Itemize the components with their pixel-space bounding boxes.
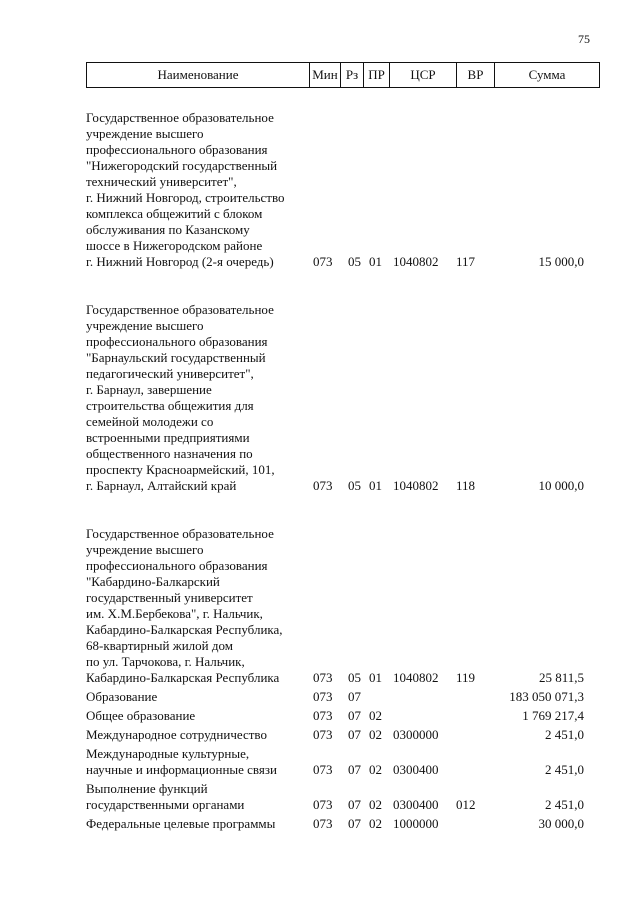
row-name: Международные культурные, научные и информационные связи (86, 746, 277, 777)
row-codes (86, 816, 596, 832)
row-name: Федеральные целевые программы (86, 816, 276, 831)
pr-code: 02 (369, 816, 382, 831)
table-row (86, 727, 596, 743)
rz-code: 07 (348, 816, 361, 831)
pr-code: 01 (369, 670, 382, 685)
rz-code: 07 (348, 727, 361, 742)
row-codes (86, 762, 596, 778)
sum-value: 15 000,0 (538, 254, 584, 269)
sum-value: 10 000,0 (538, 478, 584, 493)
pr-code: 02 (369, 762, 382, 777)
csr-code: 1000000 (393, 816, 439, 831)
rz-code: 07 (348, 762, 361, 777)
csr-code: 0300400 (393, 797, 439, 812)
rz-code: 05 (348, 254, 361, 269)
min-code: 073 (313, 797, 333, 812)
sum-value: 2 451,0 (545, 727, 584, 742)
pr-code: 02 (369, 797, 382, 812)
header-sum: Сумма (495, 63, 600, 88)
table-row (86, 816, 596, 832)
table-row (86, 781, 596, 813)
sum-value: 25 811,5 (538, 670, 584, 685)
row-name: Государственное образовательное учреждение высшего профессионального образования "Кабардино-Балкарский государственный университет им. Х.М.Бербекова", г. Нальчик, Кабардино-Балкарская Республика, 68-квартирный жилой дом по ул. Тарчокова, г. Нальчик, Кабардино-Балкарская Республика (86, 526, 283, 685)
table-row (86, 708, 596, 724)
vr-code: 119 (456, 670, 476, 685)
csr-code: 0300400 (393, 762, 439, 777)
header-pr: ПР (364, 63, 390, 88)
pr-code: 02 (369, 708, 382, 723)
min-code: 073 (313, 689, 333, 704)
sum-value: 2 451,0 (545, 762, 584, 777)
csr-code: 1040802 (393, 478, 439, 493)
rz-code: 07 (348, 708, 361, 723)
row-codes (86, 478, 596, 494)
rz-code: 07 (348, 797, 361, 812)
sum-value: 30 000,0 (538, 816, 584, 831)
row-codes (86, 670, 596, 686)
table-row (86, 526, 596, 686)
min-code: 073 (313, 708, 333, 723)
table-row (86, 110, 596, 270)
pr-code: 01 (369, 478, 382, 493)
row-codes (86, 254, 596, 270)
row-name: Государственное образовательное учреждение высшего профессионального образования "Нижегородский государственный технический университет", г. Нижний Новгород, строительство комплекса общежитий с блоком обслуживания по Казанскому шоссе в Нижегородском районе г. Нижний Новгород (2-я очередь) (86, 110, 285, 269)
sum-value: 1 769 217,4 (522, 708, 584, 723)
min-code: 073 (313, 478, 333, 493)
budget-rows (86, 110, 596, 832)
sum-value: 2 451,0 (545, 797, 584, 812)
row-codes (86, 689, 596, 705)
csr-code: 1040802 (393, 254, 439, 269)
vr-code: 012 (456, 797, 476, 812)
min-code: 073 (313, 254, 333, 269)
vr-code: 118 (456, 478, 476, 493)
row-name: Общее образование (86, 708, 196, 723)
row-codes (86, 797, 596, 813)
rz-code: 05 (348, 478, 361, 493)
row-name: Международное сотрудничество (86, 727, 267, 742)
row-codes (86, 708, 596, 724)
min-code: 073 (313, 762, 333, 777)
row-name: Выполнение функций государственными органами (86, 781, 245, 812)
rz-code: 07 (348, 689, 361, 704)
header-min: Мин (310, 63, 341, 88)
table-row (86, 302, 596, 494)
pr-code: 02 (369, 727, 382, 742)
csr-code: 0300000 (393, 727, 439, 742)
rz-code: 05 (348, 670, 361, 685)
pr-code: 01 (369, 254, 382, 269)
row-name: Образование (86, 689, 158, 704)
min-code: 073 (313, 727, 333, 742)
vr-code: 117 (456, 254, 476, 269)
sum-value: 183 050 071,3 (509, 689, 584, 704)
table-row (86, 746, 596, 778)
csr-code: 1040802 (393, 670, 439, 685)
row-codes (86, 727, 596, 743)
table-row (86, 689, 596, 705)
min-code: 073 (313, 816, 333, 831)
page-number: 75 (578, 32, 590, 46)
row-name: Государственное образовательное учреждение высшего профессионального образования "Барнаульский государственный педагогический университет", г. Барнаул, завершение строительства общежития для семейной молодежи со встроенными предприятиями общественного назначения по проспекту Красноармейский, 101, г. Барнаул, Алтайский край (86, 302, 275, 493)
header-csr: ЦСР (390, 63, 457, 88)
table-header (86, 62, 600, 88)
header-vr: ВР (457, 63, 495, 88)
min-code: 073 (313, 670, 333, 685)
header-rz: Рз (341, 63, 364, 88)
header-name: Наименование (87, 63, 310, 88)
